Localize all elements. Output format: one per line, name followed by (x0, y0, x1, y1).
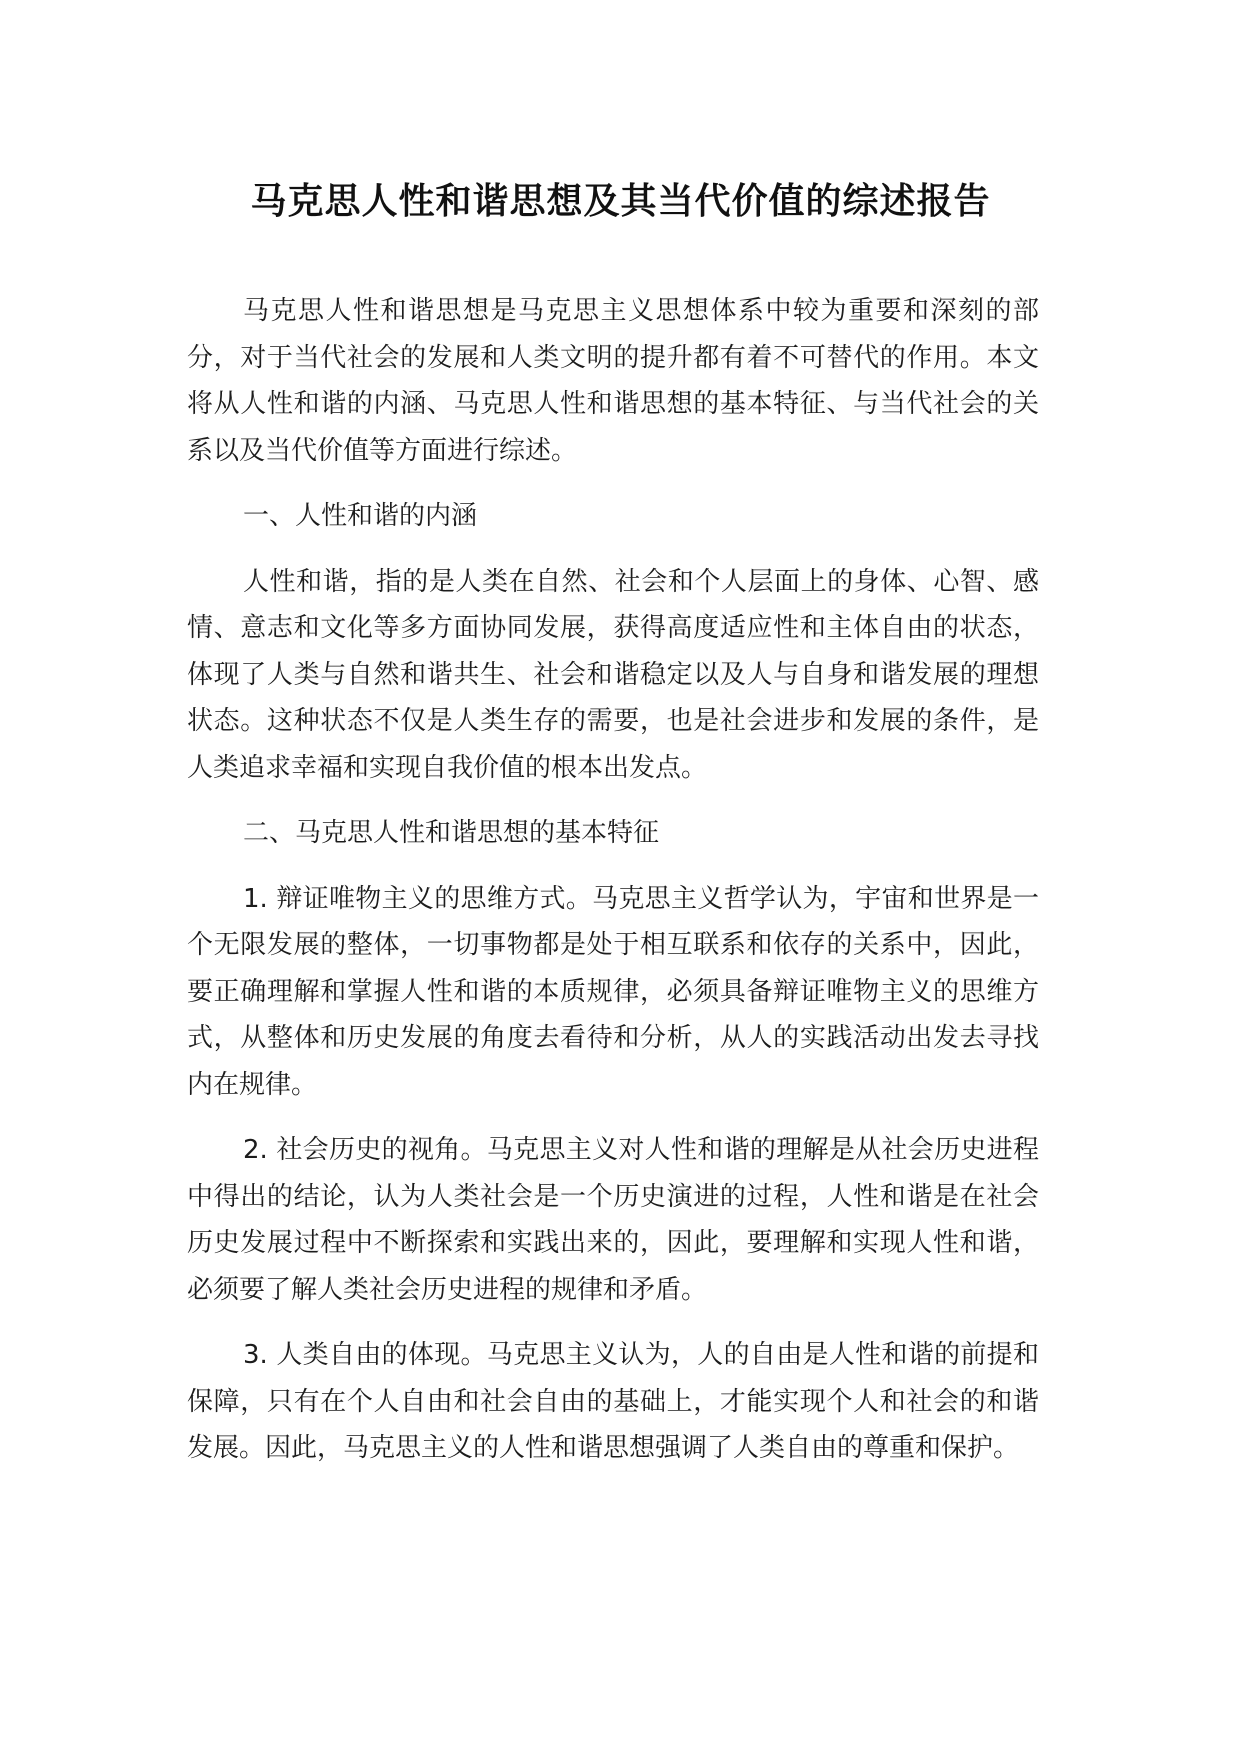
intro-paragraph: 马克思人性和谐思想是马克思主义思想体系中较为重要和深刻的部分，对于当代社会的发展和人类文明的提升都有着不可替代的作用。本文将从人性和谐的内涵、马克思人性和谐思想的基本特征、与当代社会的关系以及当代价值等方面进行综述。 (187, 296, 1039, 466)
section-heading-2: 二、马克思人性和谐思想的基本特征 (243, 818, 660, 848)
feature-item-3: 3. 人类自由的体现。马克思主义认为，人的自由是人性和谐的前提和保障，只有在个人自由和社会自由的基础上，才能实现个人和社会的和谐发展。因此，马克思主义的人性和谐思想强调了人类自由的尊重和保护。 (187, 1340, 1039, 1463)
feature-item-2: 2. 社会历史的视角。马克思主义对人性和谐的理解是从社会历史进程中得出的结论，认为人类社会是一个历史演进的过程，人性和谐是在社会历史发展过程中不断探索和实践出来的，因此，要理解和实现人性和谐，必须要了解人类社会历史进程的规律和矛盾。 (187, 1135, 1039, 1305)
feature-item-1: 1. 辩证唯物主义的思维方式。马克思主义哲学认为，宇宙和世界是一个无限发展的整体，一切事物都是处于相互联系和依存的关系中，因此，要正确理解和掌握人性和谐的本质规律，必须具备辩证唯物主义的思维方式，从整体和历史发展的角度去看待和分析，从人的实践活动出发去寻找内在规律。 (187, 883, 1039, 1100)
document-title: 马克思人性和谐思想及其当代价值的综述报告 (250, 181, 991, 222)
document-body (187, 288, 1039, 1491)
section-1-paragraph: 人性和谐，指的是人类在自然、社会和个人层面上的身体、心智、感情、意志和文化等多方面协同发展，获得高度适应性和主体自由的状态，体现了人类与自然和谐共生、社会和谐稳定以及人与自身和谐发展的理想状态。这种状态不仅是人类生存的需要，也是社会进步和发展的条件，是人类追求幸福和实现自我价值的根本出发点。 (187, 566, 1039, 783)
section-heading-1: 一、人性和谐的内涵 (243, 501, 478, 531)
